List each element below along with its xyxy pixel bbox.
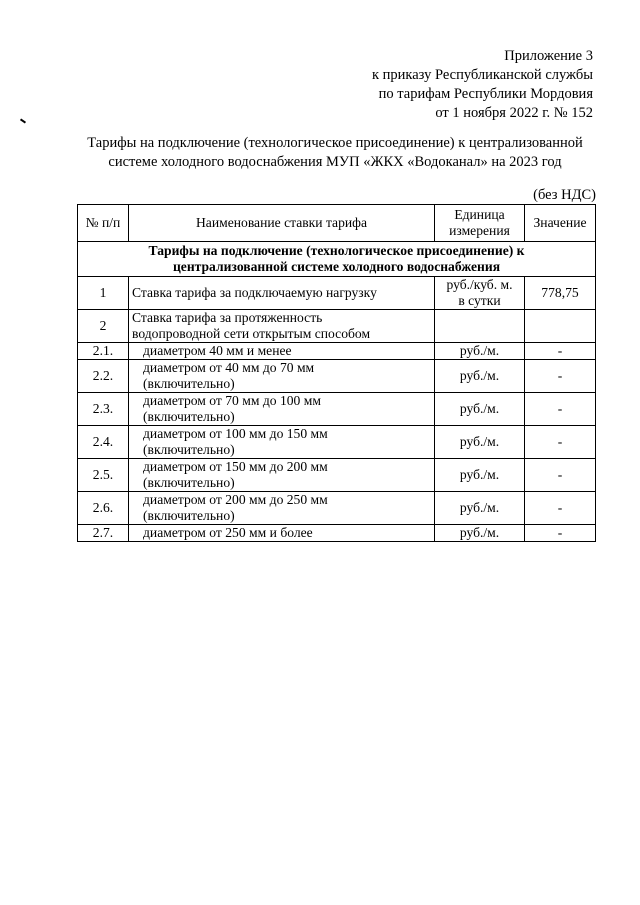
row-name-line-1: Ставка тарифа за протяженность	[132, 310, 323, 325]
row-name	[129, 360, 435, 393]
row-value: -	[525, 360, 596, 393]
row-unit	[435, 277, 525, 310]
row-name	[129, 492, 435, 525]
row-value: -	[525, 393, 596, 426]
row-num: 2.3.	[78, 393, 129, 426]
row-name	[129, 310, 435, 343]
row-unit: руб./м.	[435, 459, 525, 492]
row-value: -	[525, 459, 596, 492]
appendix-date: от 1 ноября 2022 г. № 152	[435, 105, 593, 121]
row-name-line-1: диаметром от 70 мм до 100 мм	[143, 393, 321, 408]
vat-note: (без НДС)	[533, 187, 596, 203]
row-num: 2.2.	[78, 360, 129, 393]
row-num: 2	[78, 310, 129, 343]
row-name	[129, 393, 435, 426]
section-title	[78, 242, 596, 277]
table-row	[78, 525, 596, 542]
row-name: диаметром от 250 мм и более	[129, 525, 435, 542]
table-row	[78, 277, 596, 310]
row-unit-line-2: в сутки	[458, 293, 501, 308]
table-row	[78, 426, 596, 459]
table-header-row	[78, 205, 596, 242]
row-unit: руб./м.	[435, 393, 525, 426]
row-name: Ставка тарифа за подключаемую нагрузку	[129, 277, 435, 310]
row-value: 778,75	[525, 277, 596, 310]
row-value	[525, 310, 596, 343]
row-unit: руб./м.	[435, 360, 525, 393]
row-value: -	[525, 343, 596, 360]
appendix-order: к приказу Республиканской службы	[371, 67, 593, 83]
row-name-line-2: (включительно)	[143, 475, 235, 490]
row-name-line-2: (включительно)	[143, 376, 235, 391]
appendix-number: Приложение 3	[504, 48, 593, 64]
row-name	[129, 426, 435, 459]
appendix-authority: по тарифам Республики Мордовия	[378, 86, 593, 102]
row-name-line-1: диаметром от 150 мм до 200 мм	[143, 459, 328, 474]
row-unit	[435, 310, 525, 343]
header-value: Значение	[525, 205, 596, 242]
row-unit: руб./м.	[435, 525, 525, 542]
row-name: диаметром 40 мм и менее	[129, 343, 435, 360]
table-row	[78, 360, 596, 393]
row-name-line-2: (включительно)	[143, 409, 235, 424]
row-name-line-2: водопроводной сети открытым способом	[132, 326, 371, 341]
title-line-1: Тарифы на подключение (технологическое присоединение) к централизованной	[87, 135, 583, 151]
table-row	[78, 393, 596, 426]
document-title	[70, 134, 600, 172]
title-line-2: системе холодного водоснабжения МУП «ЖКХ «Водоканал» на 2023 год	[108, 154, 562, 170]
row-name	[129, 459, 435, 492]
section-line-2: централизованной системе холодного водоснабжения	[172, 259, 501, 274]
row-num: 2.5.	[78, 459, 129, 492]
row-value: -	[525, 525, 596, 542]
row-name-line-1: диаметром от 100 мм до 150 мм	[143, 426, 328, 441]
row-num: 1	[78, 277, 129, 310]
header-num: № п/п	[78, 205, 129, 242]
row-unit: руб./м.	[435, 426, 525, 459]
table-row	[78, 310, 596, 343]
table-row	[78, 492, 596, 525]
table-row	[78, 459, 596, 492]
row-unit: руб./м.	[435, 492, 525, 525]
row-num: 2.7.	[78, 525, 129, 542]
header-unit-line-1: Единица	[454, 207, 505, 222]
header-name: Наименование ставки тарифа	[129, 205, 435, 242]
appendix-header	[372, 47, 593, 123]
row-name-line-2: (включительно)	[143, 508, 235, 523]
scan-mark	[20, 118, 26, 123]
row-name-line-1: диаметром от 200 мм до 250 мм	[143, 492, 328, 507]
tariff-table	[77, 204, 596, 542]
section-line-1: Тарифы на подключение (технологическое присоединение) к	[148, 243, 525, 258]
table-row	[78, 343, 596, 360]
row-name-line-2: (включительно)	[143, 442, 235, 457]
row-unit: руб./м.	[435, 343, 525, 360]
row-num: 2.4.	[78, 426, 129, 459]
row-name-line-1: диаметром от 40 мм до 70 мм	[143, 360, 315, 375]
row-num: 2.1.	[78, 343, 129, 360]
row-value: -	[525, 426, 596, 459]
header-unit	[435, 205, 525, 242]
row-num: 2.6.	[78, 492, 129, 525]
row-value: -	[525, 492, 596, 525]
row-unit-line-1: руб./куб. м.	[446, 277, 513, 292]
header-unit-line-2: измерения	[449, 223, 510, 238]
section-row	[78, 242, 596, 277]
